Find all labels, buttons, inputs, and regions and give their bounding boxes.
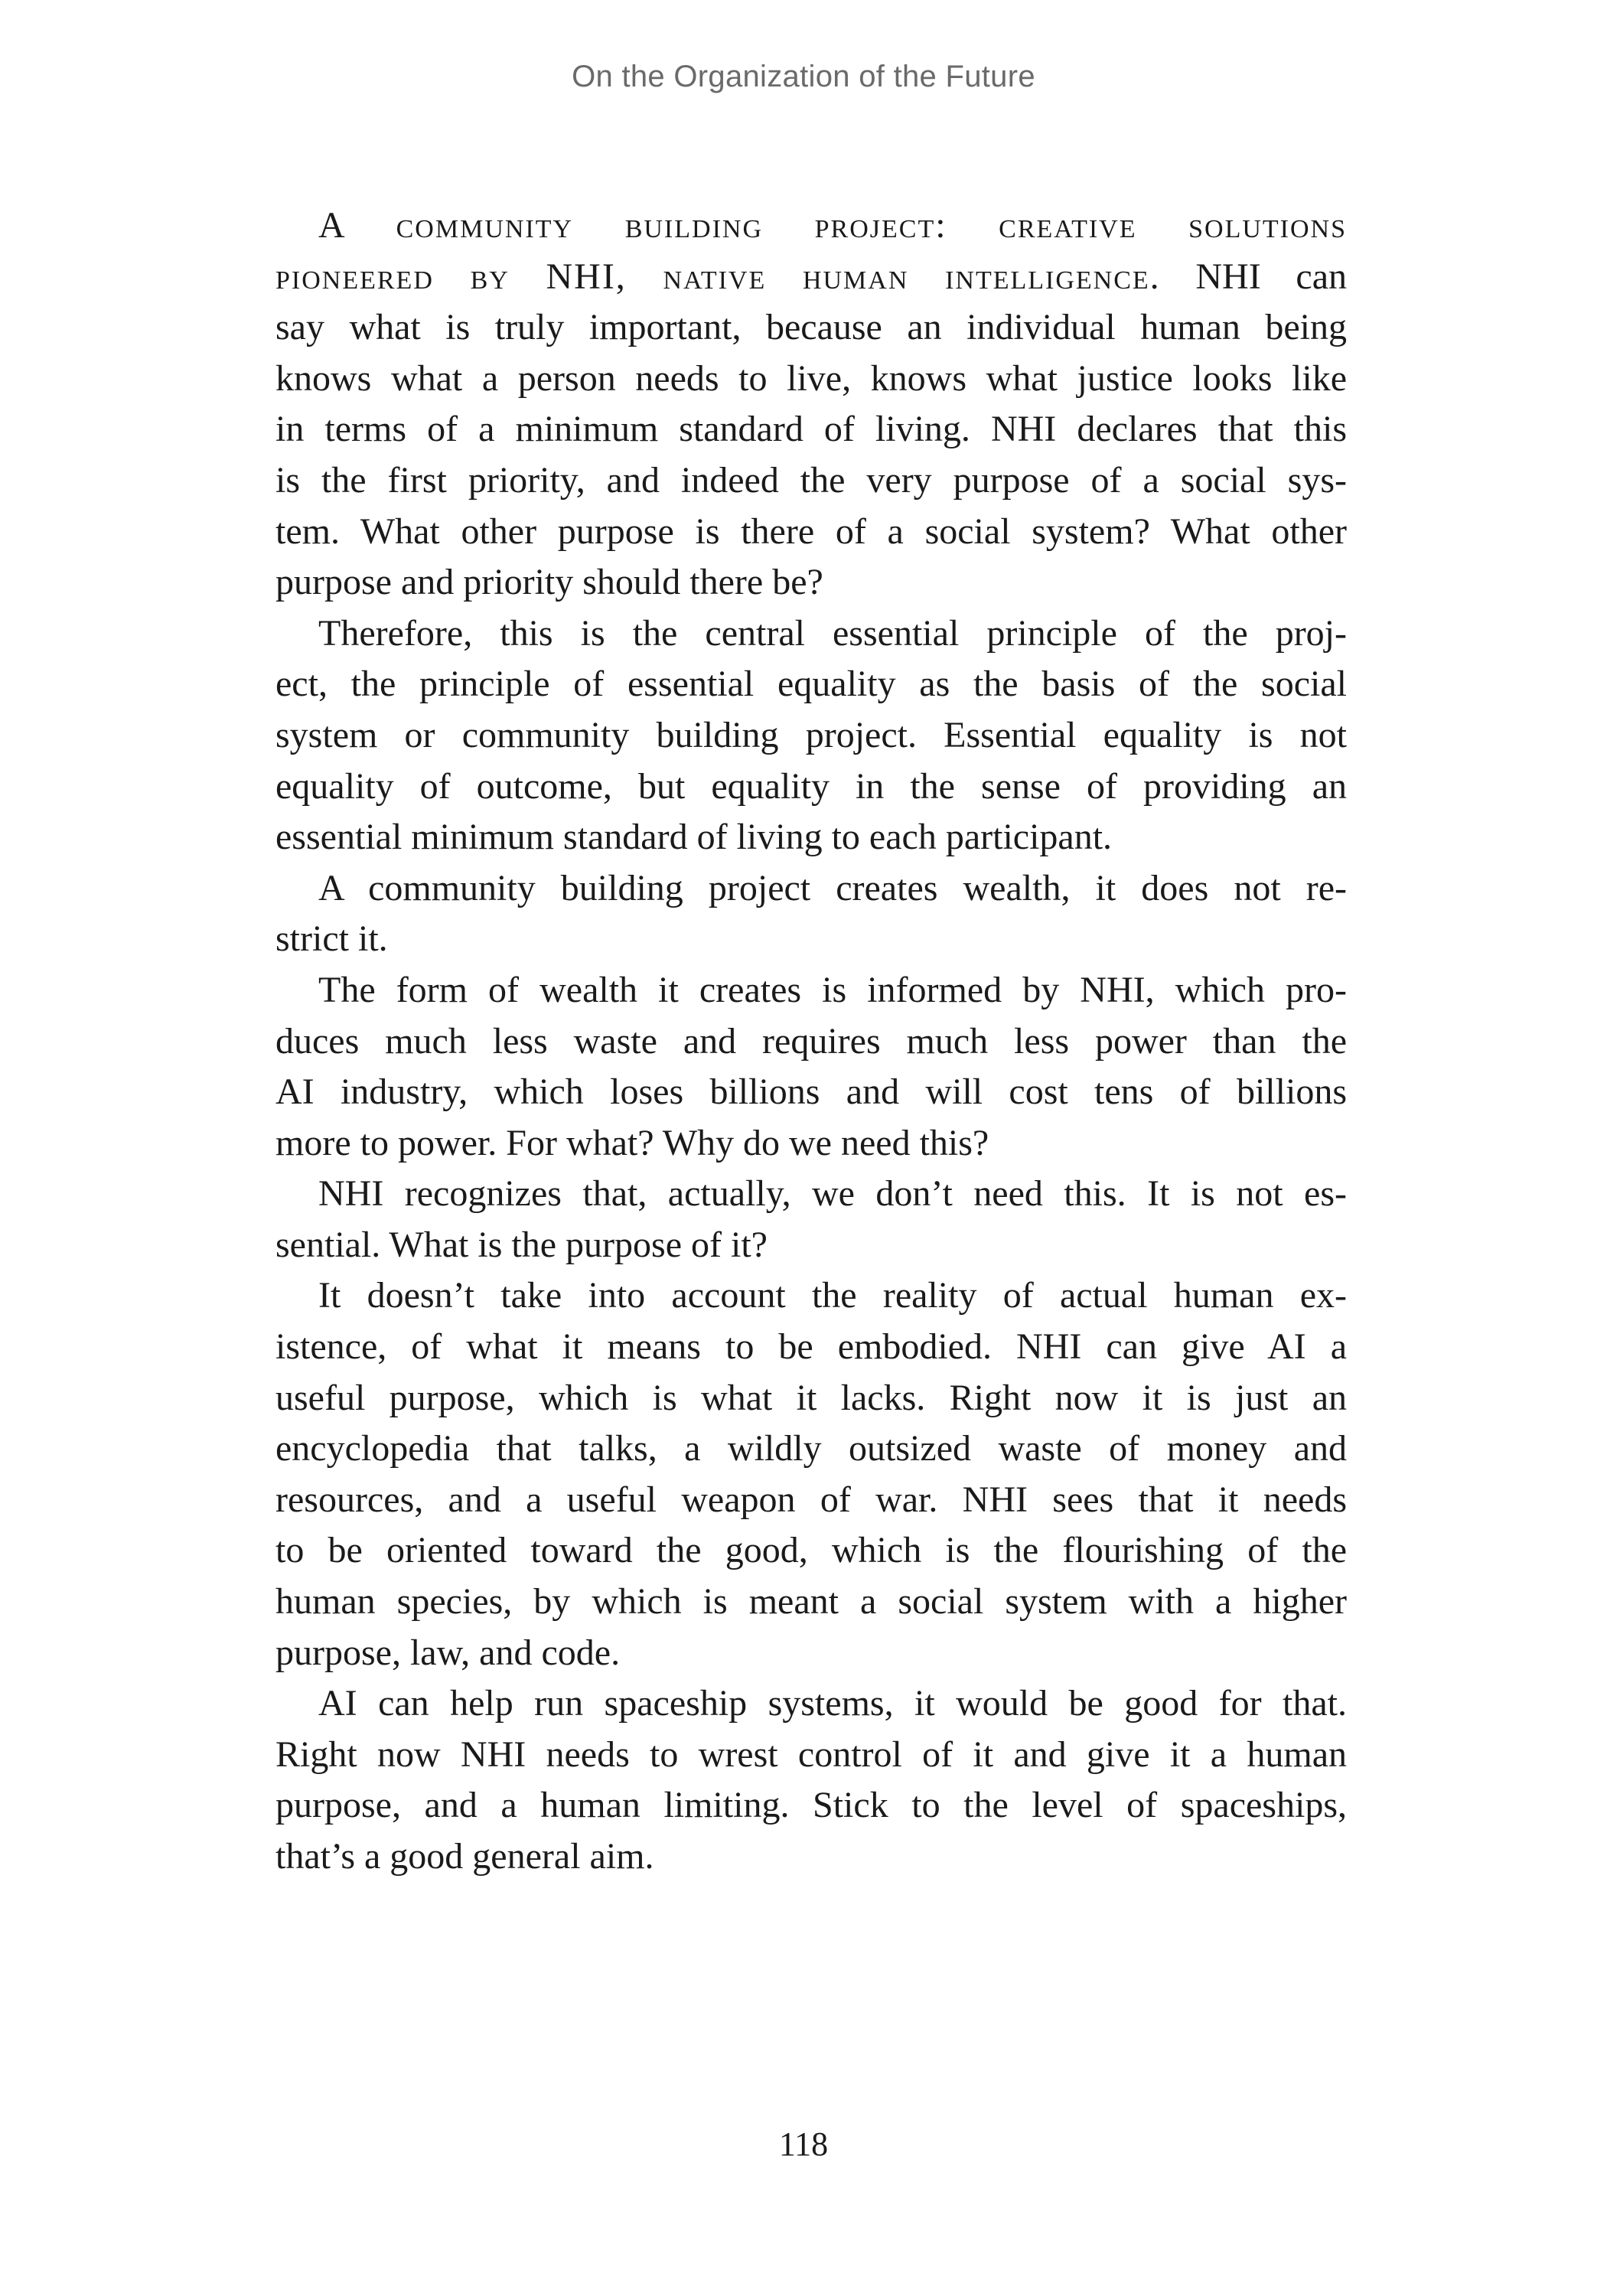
text-line: in terms of a minimum standard of living. NHI declares that this [275, 409, 1347, 450]
paragraph-continuation [275, 302, 1347, 608]
text-line: human species, by which is meant a social system with a higher [275, 1581, 1347, 1623]
body-text [275, 201, 1347, 1883]
running-header: On the Organization of the Future [572, 60, 1035, 93]
text-line: AI industry, which loses billions and will cost tens of billions [275, 1071, 1347, 1113]
text-line: purpose, law, and code. [275, 1632, 621, 1673]
paragraph [275, 1169, 1347, 1270]
paragraph [275, 608, 1347, 863]
text-line [275, 201, 1347, 252]
paragraph [275, 1678, 1347, 1882]
text-line: AI can help run spaceship systems, it would be good for that. [318, 1683, 1347, 1724]
page-number: 118 [778, 2125, 829, 2163]
text-line: It doesn’t take into account the reality of actual human ex- [318, 1275, 1347, 1316]
text-line: encyclopedia that talks, a wildly outsized waste of money and [275, 1428, 1347, 1469]
text-line: istence, of what it means to be embodied. NHI can give AI a [275, 1326, 1347, 1368]
text-line: useful purpose, which is what it lacks. Right now it is just an [275, 1377, 1347, 1418]
lead-paragraph [275, 201, 1347, 608]
text-line: essential minimum standard of living to each participant. [275, 817, 1113, 858]
text-line: Right now NHI needs to wrest control of it and give it a human [275, 1733, 1347, 1775]
text-line: more to power. For what? Why do we need this? [275, 1122, 989, 1163]
text-line: NHI recognizes that, actually, we don’t need this. It is not es- [318, 1173, 1347, 1215]
text-line: is the first priority, and indeed the very purpose of a social sys- [275, 459, 1347, 501]
text-line: that’s a good general aim. [275, 1836, 654, 1877]
text-line: ect, the principle of essential equality as the basis of the social [275, 664, 1347, 705]
text-line: to be oriented toward the good, which is the flourishing of the [275, 1530, 1347, 1571]
text-line: purpose and priority should there be? [275, 562, 823, 603]
paragraphs [275, 608, 1347, 1883]
text-line: equality of outcome, but equality in the sense of providing an [275, 765, 1347, 807]
text-line: purpose, and a human limiting. Stick to the level of spaceships, [275, 1785, 1347, 1826]
text-line: strict it. [275, 918, 388, 960]
text-line: Therefore, this is the central essential principle of the proj- [318, 612, 1347, 654]
text-line: resources, and a useful weapon of war. NHI sees that it needs [275, 1479, 1347, 1520]
text-line: A community building project creates wealth, it does not re- [318, 867, 1347, 908]
text-line: knows what a person needs to live, knows what justice looks like [275, 357, 1347, 399]
text-line: tem. What other purpose is there of a social system? What other [275, 510, 1347, 552]
text-line: system or community building project. Essential equality is not [275, 714, 1347, 755]
text-line: duces much less waste and requires much less power than the [275, 1020, 1347, 1062]
lead-in-rest: NHI can [1160, 256, 1347, 297]
paragraph [275, 965, 1347, 1169]
text-line [275, 252, 1347, 303]
text-line: The form of wealth it creates is informed by NHI, which pro- [318, 969, 1347, 1010]
text-line: say what is truly important, because an individual human being [275, 307, 1347, 348]
text-line: sential. What is the purpose of it? [275, 1224, 768, 1265]
lead-in-smallcaps: A community building project: creative solutions [318, 205, 1347, 246]
paragraph [275, 863, 1347, 965]
paragraph [275, 1270, 1347, 1678]
lead-in-smallcaps: pioneered by NHI, native human intelligence. [275, 256, 1161, 297]
